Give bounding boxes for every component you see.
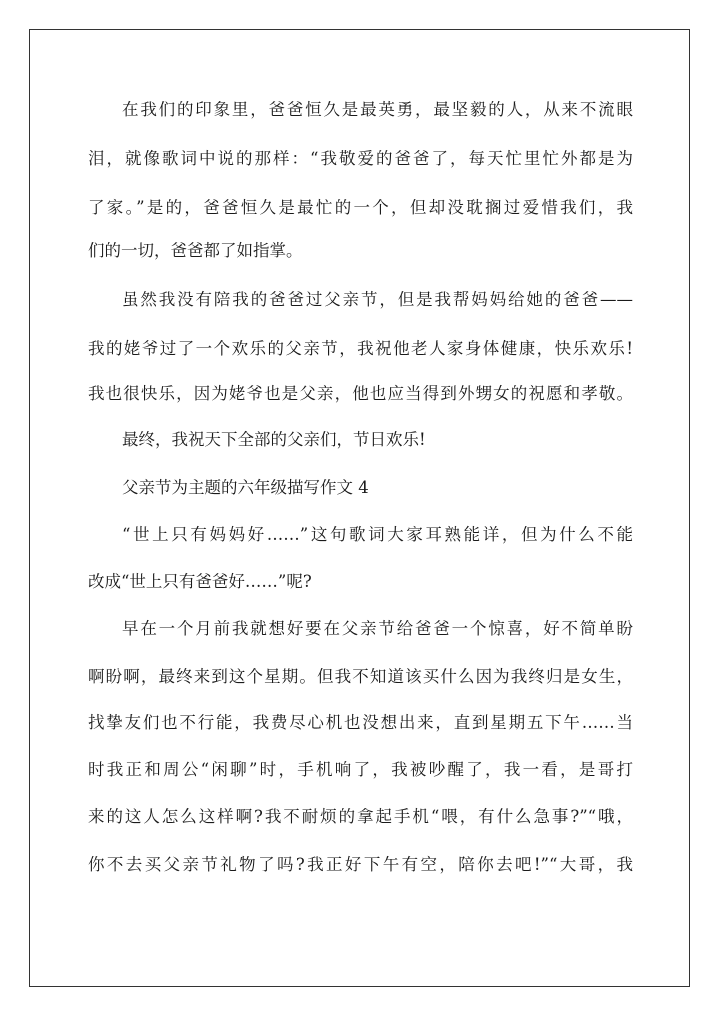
text-line: 你不去买父亲节礼物了吗?我正好下午有空，陪你去吧!”“大哥，我: [88, 855, 633, 874]
text-line: 虽然我没有陪我的爸爸过父亲节，但是我帮妈妈给她的爸爸——: [122, 290, 633, 309]
section-heading: 父亲节为主题的六年级描写作文 4: [122, 478, 369, 497]
text-line: 在我们的印象里，爸爸恒久是最英勇，最坚毅的人，从来不流眼: [122, 100, 633, 119]
text-line: 了家。”是的，爸爸恒久是最忙的一个，但却没耽搁过爱惜我们，我: [88, 198, 633, 217]
text-line: 啊盼啊，最终来到这个星期。但我不知道该买什么因为我终归是女生，: [88, 667, 633, 686]
text-line: 时我正和周公“闲聊”时，手机响了，我被吵醒了，我一看，是哥打: [88, 760, 633, 779]
text-line: 来的这人怎么这样啊?我不耐烦的拿起手机“喂，有什么急事?”“哦，: [88, 807, 633, 826]
text-line: 早在一个月前我就想好要在父亲节给爸爸一个惊喜，好不简单盼: [122, 619, 633, 638]
text-line: “世上只有妈妈好……”这句歌词大家耳熟能详，但为什么不能: [122, 525, 633, 544]
text-line: 最终，我祝天下全部的父亲们，节日欢乐!: [122, 430, 426, 449]
text-line: 们的一切，爸爸都了如指掌。: [88, 241, 303, 260]
text-line: 我的姥爷过了一个欢乐的父亲节，我祝他老人家身体健康，快乐欢乐!: [88, 339, 633, 358]
text-line: 改成“世上只有爸爸好……”呢?: [88, 572, 312, 591]
text-line: 找挚友们也不行能，我费尽心机也没想出来，直到星期五下午……当: [88, 713, 633, 732]
text-line: 我也很快乐，因为姥爷也是父亲，他也应当得到外甥女的祝愿和孝敬。: [88, 384, 633, 403]
text-line: 泪，就像歌词中说的那样：“我敬爱的爸爸了，每天忙里忙外都是为: [88, 149, 633, 168]
